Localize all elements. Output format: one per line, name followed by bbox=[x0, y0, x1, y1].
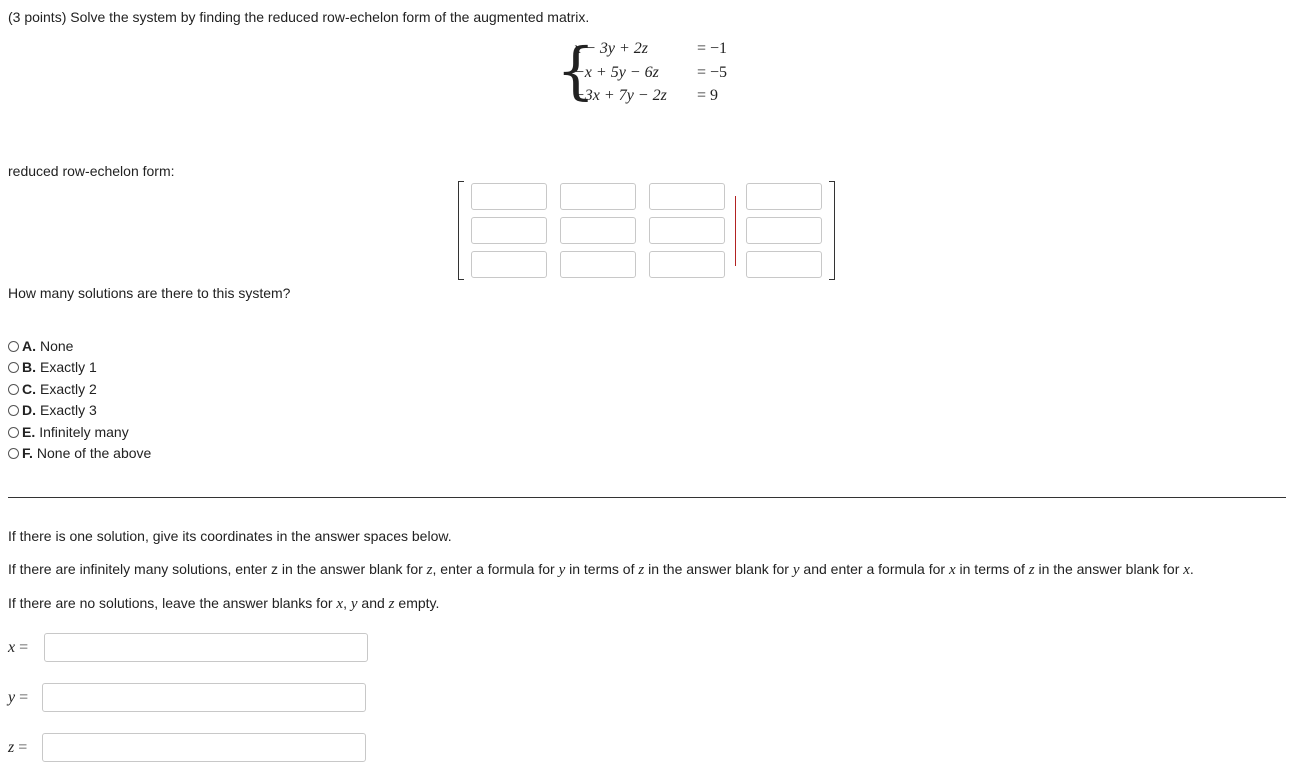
matrix-cell-r2c4[interactable] bbox=[746, 217, 822, 244]
math-var: y bbox=[558, 562, 566, 578]
text-segment: in the answer blank for bbox=[1034, 561, 1184, 577]
matrix-cell-r3c3[interactable] bbox=[649, 251, 725, 278]
option-text: None of the above bbox=[36, 445, 152, 461]
math-var: z bbox=[426, 562, 433, 578]
option-letter: A. bbox=[22, 338, 36, 354]
math-var: x bbox=[1183, 562, 1190, 578]
math-var: z bbox=[638, 562, 645, 578]
matrix-cell-r1c2[interactable] bbox=[560, 183, 636, 210]
option-letter: E. bbox=[22, 424, 36, 440]
text-segment: empty. bbox=[394, 595, 440, 611]
y-answer-label bbox=[8, 689, 28, 707]
radio-button-f[interactable] bbox=[8, 448, 19, 459]
problem-prompt: (3 points) Solve the system by finding the reduced row-echelon form of the augmented matrix. bbox=[8, 9, 590, 25]
text-segment: in terms of bbox=[565, 561, 639, 577]
option-e[interactable] bbox=[8, 423, 129, 441]
math-var: y bbox=[350, 596, 358, 612]
matrix-cell-r2c2[interactable] bbox=[560, 217, 636, 244]
option-letter: D. bbox=[22, 402, 36, 418]
math-var: z bbox=[1028, 562, 1035, 578]
option-text: Exactly 1 bbox=[40, 359, 97, 375]
matrix-cell-r2c1[interactable] bbox=[471, 217, 547, 244]
text-segment: . bbox=[1189, 561, 1194, 577]
matrix-cell-r2c3[interactable] bbox=[649, 217, 725, 244]
z-var: z bbox=[8, 739, 15, 756]
matrix-cell-r1c3[interactable] bbox=[649, 183, 725, 210]
text-segment: and bbox=[357, 595, 389, 611]
question-label: How many solutions are there to this system? bbox=[8, 285, 291, 301]
matrix-cell-r1c4[interactable] bbox=[746, 183, 822, 210]
matrix-cell-r1c1[interactable] bbox=[471, 183, 547, 210]
radio-button-c[interactable] bbox=[8, 384, 19, 395]
option-text: Exactly 2 bbox=[40, 381, 97, 397]
matrix-left-bracket bbox=[458, 181, 464, 280]
option-letter: C. bbox=[22, 381, 36, 397]
x-var: x bbox=[8, 639, 16, 656]
text-segment: in terms of bbox=[955, 561, 1029, 577]
text-segment: , enter a formula for bbox=[432, 561, 559, 577]
instruction-no-solutions bbox=[8, 595, 439, 613]
option-letter: F. bbox=[22, 445, 33, 461]
equals-sign: = bbox=[19, 689, 29, 706]
x-answer-input[interactable] bbox=[44, 633, 368, 662]
math-var: x bbox=[336, 596, 344, 612]
radio-button-a[interactable] bbox=[8, 341, 19, 352]
z-answer-input[interactable] bbox=[42, 733, 366, 762]
radio-button-e[interactable] bbox=[8, 427, 19, 438]
y-answer-input[interactable] bbox=[42, 683, 366, 712]
text-segment: , bbox=[343, 595, 351, 611]
text-segment: and enter a formula for bbox=[799, 561, 949, 577]
radio-button-b[interactable] bbox=[8, 362, 19, 373]
rref-label: reduced row-echelon form: bbox=[8, 163, 175, 179]
option-a[interactable] bbox=[8, 337, 73, 355]
option-f[interactable] bbox=[8, 444, 151, 462]
equation-3-lhs: −3x + 7y − 2z bbox=[574, 87, 667, 104]
matrix-cell-r3c1[interactable] bbox=[471, 251, 547, 278]
option-text: None bbox=[40, 338, 74, 354]
option-text: Exactly 3 bbox=[40, 402, 97, 418]
equals-sign: = bbox=[18, 739, 28, 756]
option-b[interactable] bbox=[8, 358, 97, 376]
radio-button-d[interactable] bbox=[8, 405, 19, 416]
matrix-cell-r3c4[interactable] bbox=[746, 251, 822, 278]
text-segment: If there are no solutions, leave the answer blanks for bbox=[8, 595, 337, 611]
equation-2-lhs: −x + 5y − 6z bbox=[574, 64, 659, 81]
option-d[interactable] bbox=[8, 401, 97, 419]
equals-sign: = bbox=[19, 639, 29, 656]
matrix-cell-r3c2[interactable] bbox=[560, 251, 636, 278]
math-var: z bbox=[388, 596, 395, 612]
text-segment: If there are infinitely many solutions, enter z in the answer blank for bbox=[8, 561, 427, 577]
option-text: Infinitely many bbox=[39, 424, 129, 440]
instruction-infinite-solutions bbox=[8, 561, 1194, 579]
equation-1-lhs: x − 3y + 2z bbox=[574, 40, 649, 57]
math-var: x bbox=[948, 562, 956, 578]
z-answer-label bbox=[8, 739, 27, 757]
augmented-divider bbox=[735, 196, 736, 266]
equation-2-rhs: = −5 bbox=[697, 64, 728, 81]
text-segment: in the answer blank for bbox=[644, 561, 793, 577]
y-var: y bbox=[8, 689, 16, 706]
option-letter: B. bbox=[22, 359, 36, 375]
equation-3-rhs: = 9 bbox=[697, 87, 719, 104]
x-answer-label bbox=[8, 639, 28, 657]
instruction-one-solution: If there is one solution, give its coordinates in the answer spaces below. bbox=[8, 528, 452, 544]
option-c[interactable] bbox=[8, 380, 97, 398]
section-divider bbox=[8, 497, 1286, 498]
equation-1-rhs: = −1 bbox=[697, 40, 728, 57]
system-brace: { bbox=[556, 34, 596, 107]
matrix-right-bracket bbox=[829, 181, 835, 280]
math-var: y bbox=[792, 562, 800, 578]
